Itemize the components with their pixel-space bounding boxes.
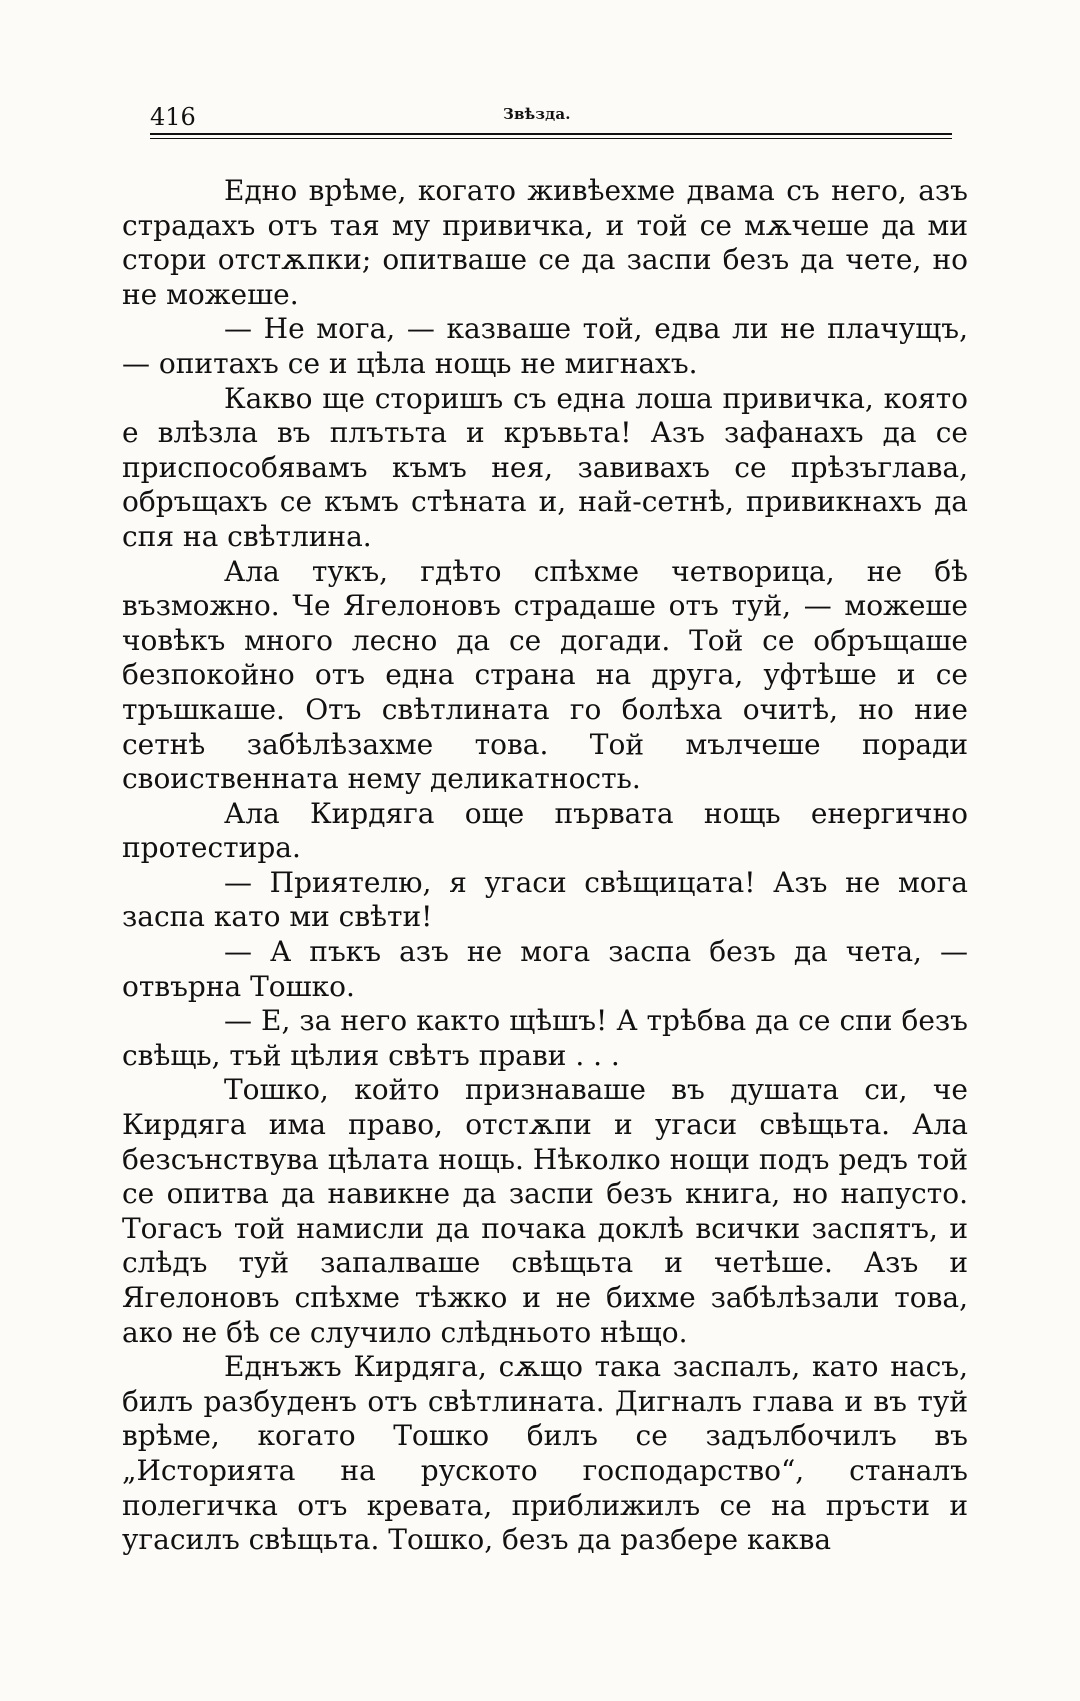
running-title: Звѣзда. — [503, 105, 571, 123]
paragraph: Какво ще сторишъ съ една лоша привичка, която е влѣзла въ плътьта и кръвьта! Азъ зафанахъ да се приспособявамъ къмъ нея, завивахъ се прѣзъглава, обръщахъ се къмъ стѣната и, най-сетнѣ, привикнахъ да спя на свѣтлина. — [122, 381, 968, 553]
paragraph: — А пъкъ азъ не мога заспа безъ да чета, — отвърна Тошко. — [122, 935, 968, 1003]
paragraph: — Не мога, — казваше той, едва ли не плачущъ, — опитахъ се и цѣла нощь не мигнахъ. — [122, 312, 968, 380]
page-number: 416 — [150, 103, 196, 131]
paragraph: Ала тукъ, гдѣто спѣхме четворица, не бѣ възможно. Че Ягелоновъ страдаше отъ туй, — можеше човѣкъ много лесно да се догади. Той се обръщаше безпокойно отъ една страна на друга, уфтѣше и се тръшкаше. Отъ свѣтлината го болѣха очитѣ, но ние сетнѣ забѣлѣзахме това. Той мълчеше поради своиственната нему деликатность. — [122, 554, 968, 796]
page-header — [150, 103, 952, 137]
paragraph: — Приятелю, я угаси свѣщицата! Азъ не мога заспа като ми свѣти! — [122, 865, 968, 934]
body-text — [122, 174, 968, 1558]
paragraph: Еднъжъ Кирдяга, сѫщо така заспалъ, като насъ, билъ разбуденъ отъ свѣтлината. Дигналъ глава и въ туй врѣме, когато Тошко билъ се задълбочилъ въ „Историята на руското господарство“, станалъ полегичка отъ кревата, приближилъ се на пръсти и угасилъ свѣщьта. Тошко, безъ да разбере каква — [122, 1350, 968, 1557]
header-rule — [150, 133, 952, 139]
paragraph: Тошко, който признаваше въ душата си, че Кирдяга има право, отстѫпи и угаси свѣщьта. Ала безсънствува цѣлата нощь. Нѣколко нощи подъ редъ той се опитва да навикне да заспи безъ книга, но напусто. Тогасъ той намисли да почака доклѣ всички заспятъ, и слѣдъ туй запалваше свѣщьта и четѣше. Азъ и Ягелоновъ спѣхме тѣжко и не бихме забѣлѣзали това, ако не бѣ се случило слѣдньото нѣщо. — [122, 1073, 968, 1349]
paragraph: Едно врѣме, когато живѣехме двама съ него, азъ страдахъ отъ тая му привичка, и той се мѫчеше да ми стори отстѫпки; опитваше се да заспи безъ да чете, но не можеше. — [122, 174, 968, 311]
paragraph: Ала Кирдяга още първата нощь енергично протестира. — [122, 796, 968, 865]
paragraph: — Е, за него както щѣшъ! А трѣбва да се спи безъ свѣщь, тъй цѣлия свѣтъ прави . . . — [122, 1004, 968, 1072]
